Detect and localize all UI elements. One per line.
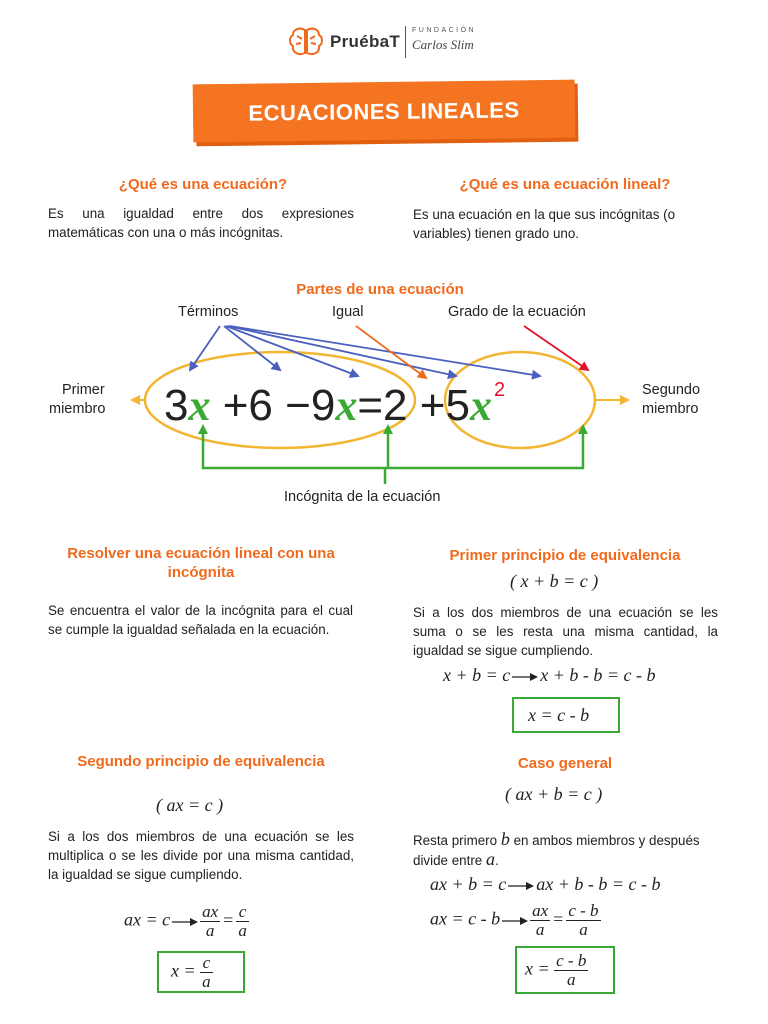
fraction-numerator: ax <box>532 901 549 920</box>
equation-display <box>164 380 505 428</box>
degree-arrow <box>524 326 588 370</box>
general-case-formula: ( ax + b = c ) <box>505 784 603 804</box>
solve-heading: Resolver una ecuación lineal con una incógnita <box>67 545 335 581</box>
first-principle-step <box>443 665 656 686</box>
general-text-part1: Resta primero <box>413 833 498 848</box>
fraction-denominator: a <box>535 920 545 939</box>
right-arrow-icon <box>512 673 538 681</box>
right-arrow-icon <box>502 917 528 925</box>
fraction-c-minus-b-over-a <box>566 902 600 939</box>
page-title: ECUACIONES LINEALES <box>248 97 520 126</box>
term-arrow-3x <box>190 326 220 370</box>
equation-parts-diagram <box>40 278 730 518</box>
fraction-ax-over-a <box>530 902 550 939</box>
coef-5: 5 <box>445 381 470 430</box>
equal-sign: = <box>357 381 384 430</box>
brand-name: PruébaT <box>330 32 401 51</box>
result-lhs: x = <box>171 960 196 981</box>
first-step-right: x + b - b = c - b <box>540 665 656 685</box>
what-is-equation-text: Es una igualdad entre dos expresiones matemáticas con una o más incógnitas. <box>48 206 354 240</box>
unknown-x-2: x <box>335 381 358 430</box>
general-case-heading: Caso general <box>517 755 613 772</box>
fraction-numerator: c <box>236 903 249 922</box>
general-case-step2: ax = c - b $\frac{ax}{a}$ = $\frac{c - b}{a}$ <box>430 901 599 939</box>
general-case-step1 <box>430 874 661 895</box>
first-principle-result: x = c - b <box>528 705 590 725</box>
fraction-numerator: c <box>200 954 213 973</box>
unknown-x-1: x <box>188 381 211 430</box>
fraction-numerator: ax <box>202 902 219 921</box>
term-arrow-2 <box>228 326 456 376</box>
const-2: 2 <box>383 381 408 430</box>
second-principle-result <box>171 954 213 991</box>
general-case-text <box>413 830 723 870</box>
variable-b: b <box>500 829 510 849</box>
second-principle-heading: Segundo principio de equivalencia <box>77 753 325 770</box>
fraction-denominator: a <box>567 970 576 989</box>
coef-3: 3 <box>164 381 189 430</box>
second-member-label-line2: miembro <box>642 401 699 417</box>
general-text-part2: en ambos miembros y después divide entre <box>413 833 700 868</box>
first-principle-result-box <box>512 697 620 733</box>
foundation-label: FUNDACIÓN <box>412 27 477 34</box>
first-principle-text: Si a los dos miembros de una ecuación se les suma o se les resta una misma cantidad, la igualdad se sigue cumpliendo. <box>413 605 718 658</box>
solve-text: Se encuentra el valor de la incógnita para el cual se cumple la igualdad señalada en la ecuación. <box>48 603 353 637</box>
fraction-c-over-a <box>200 954 213 991</box>
brain-icon <box>288 26 324 62</box>
general-case-result <box>525 952 588 989</box>
first-step-left: x + b = c <box>443 665 511 685</box>
unknown-label: Incógnita de la ecuación <box>284 489 441 505</box>
diagram-title: Partes de una ecuación <box>296 281 464 298</box>
second-step-left: ax = c <box>124 909 171 930</box>
right-arrow-icon <box>172 918 198 926</box>
general-case-result-box <box>515 946 615 994</box>
general-step1-right: ax + b - b = c - b <box>536 874 661 894</box>
equal-arrow <box>356 326 426 378</box>
equal-label: Igual <box>332 304 364 320</box>
variable-a: a <box>485 849 495 869</box>
second-principle-text: Si a los dos miembros de una ecuación se les multiplica o se les divide por una misma cantidad, la igualdad se sigue cumpliendo. <box>48 829 354 882</box>
fraction-ax-over-a <box>200 903 220 940</box>
second-principle-step: ax = c $\frac{ax}{a}$ = $\frac{c}{a}$ <box>124 902 247 940</box>
what-is-linear-equation-heading: ¿Qué es una ecuación lineal? <box>459 176 671 193</box>
title-banner <box>193 80 576 143</box>
coef-9: 9 <box>310 381 336 430</box>
second-principle-formula: ( ax = c ) <box>156 795 224 815</box>
plus-sign-2: + <box>419 381 446 430</box>
brand-logo <box>288 24 508 64</box>
exponent-2: 2 <box>493 379 506 401</box>
fraction-denominator: a <box>238 921 247 940</box>
minus-sign: − <box>285 381 311 430</box>
first-member-label-line2: miembro <box>49 401 106 417</box>
general-step1-left: ax + b = c <box>430 874 507 894</box>
general-step2-left: ax = c - b <box>430 908 501 929</box>
first-principle-formula: ( x + b = c ) <box>510 571 599 591</box>
fraction-denominator: a <box>205 921 215 940</box>
fraction-denominator: a <box>579 920 588 939</box>
second-principle-result-box <box>157 951 245 993</box>
first-principle-heading: Primer principio de equivalencia <box>449 547 681 564</box>
fraction-numerator: c - b <box>556 951 587 970</box>
foundation-name: Carlos Slim <box>412 37 474 52</box>
fraction-c-over-a <box>236 903 249 940</box>
result-lhs: x = <box>525 958 550 979</box>
what-is-equation-heading: ¿Qué es una ecuación? <box>118 176 288 193</box>
what-is-linear-equation-text: Es una ecuación en la que sus incógnitas (o variables) tienen grado uno. <box>413 207 676 241</box>
unknown-x-3: x <box>469 381 492 430</box>
right-arrow-icon <box>508 882 534 890</box>
brand-divider <box>405 26 406 58</box>
general-text-end: . <box>494 853 499 868</box>
terms-label: Términos <box>178 304 239 320</box>
plus-sign-1: + <box>222 381 249 430</box>
second-member-label-line1: Segundo <box>642 382 701 398</box>
fraction-c-minus-b-over-a <box>554 952 588 989</box>
degree-label: Grado de la ecuación <box>448 304 586 320</box>
fraction-denominator: a <box>202 972 211 991</box>
first-member-label-line1: Primer <box>62 382 105 398</box>
const-6: 6 <box>248 381 273 430</box>
fraction-numerator: c - b <box>568 901 599 920</box>
